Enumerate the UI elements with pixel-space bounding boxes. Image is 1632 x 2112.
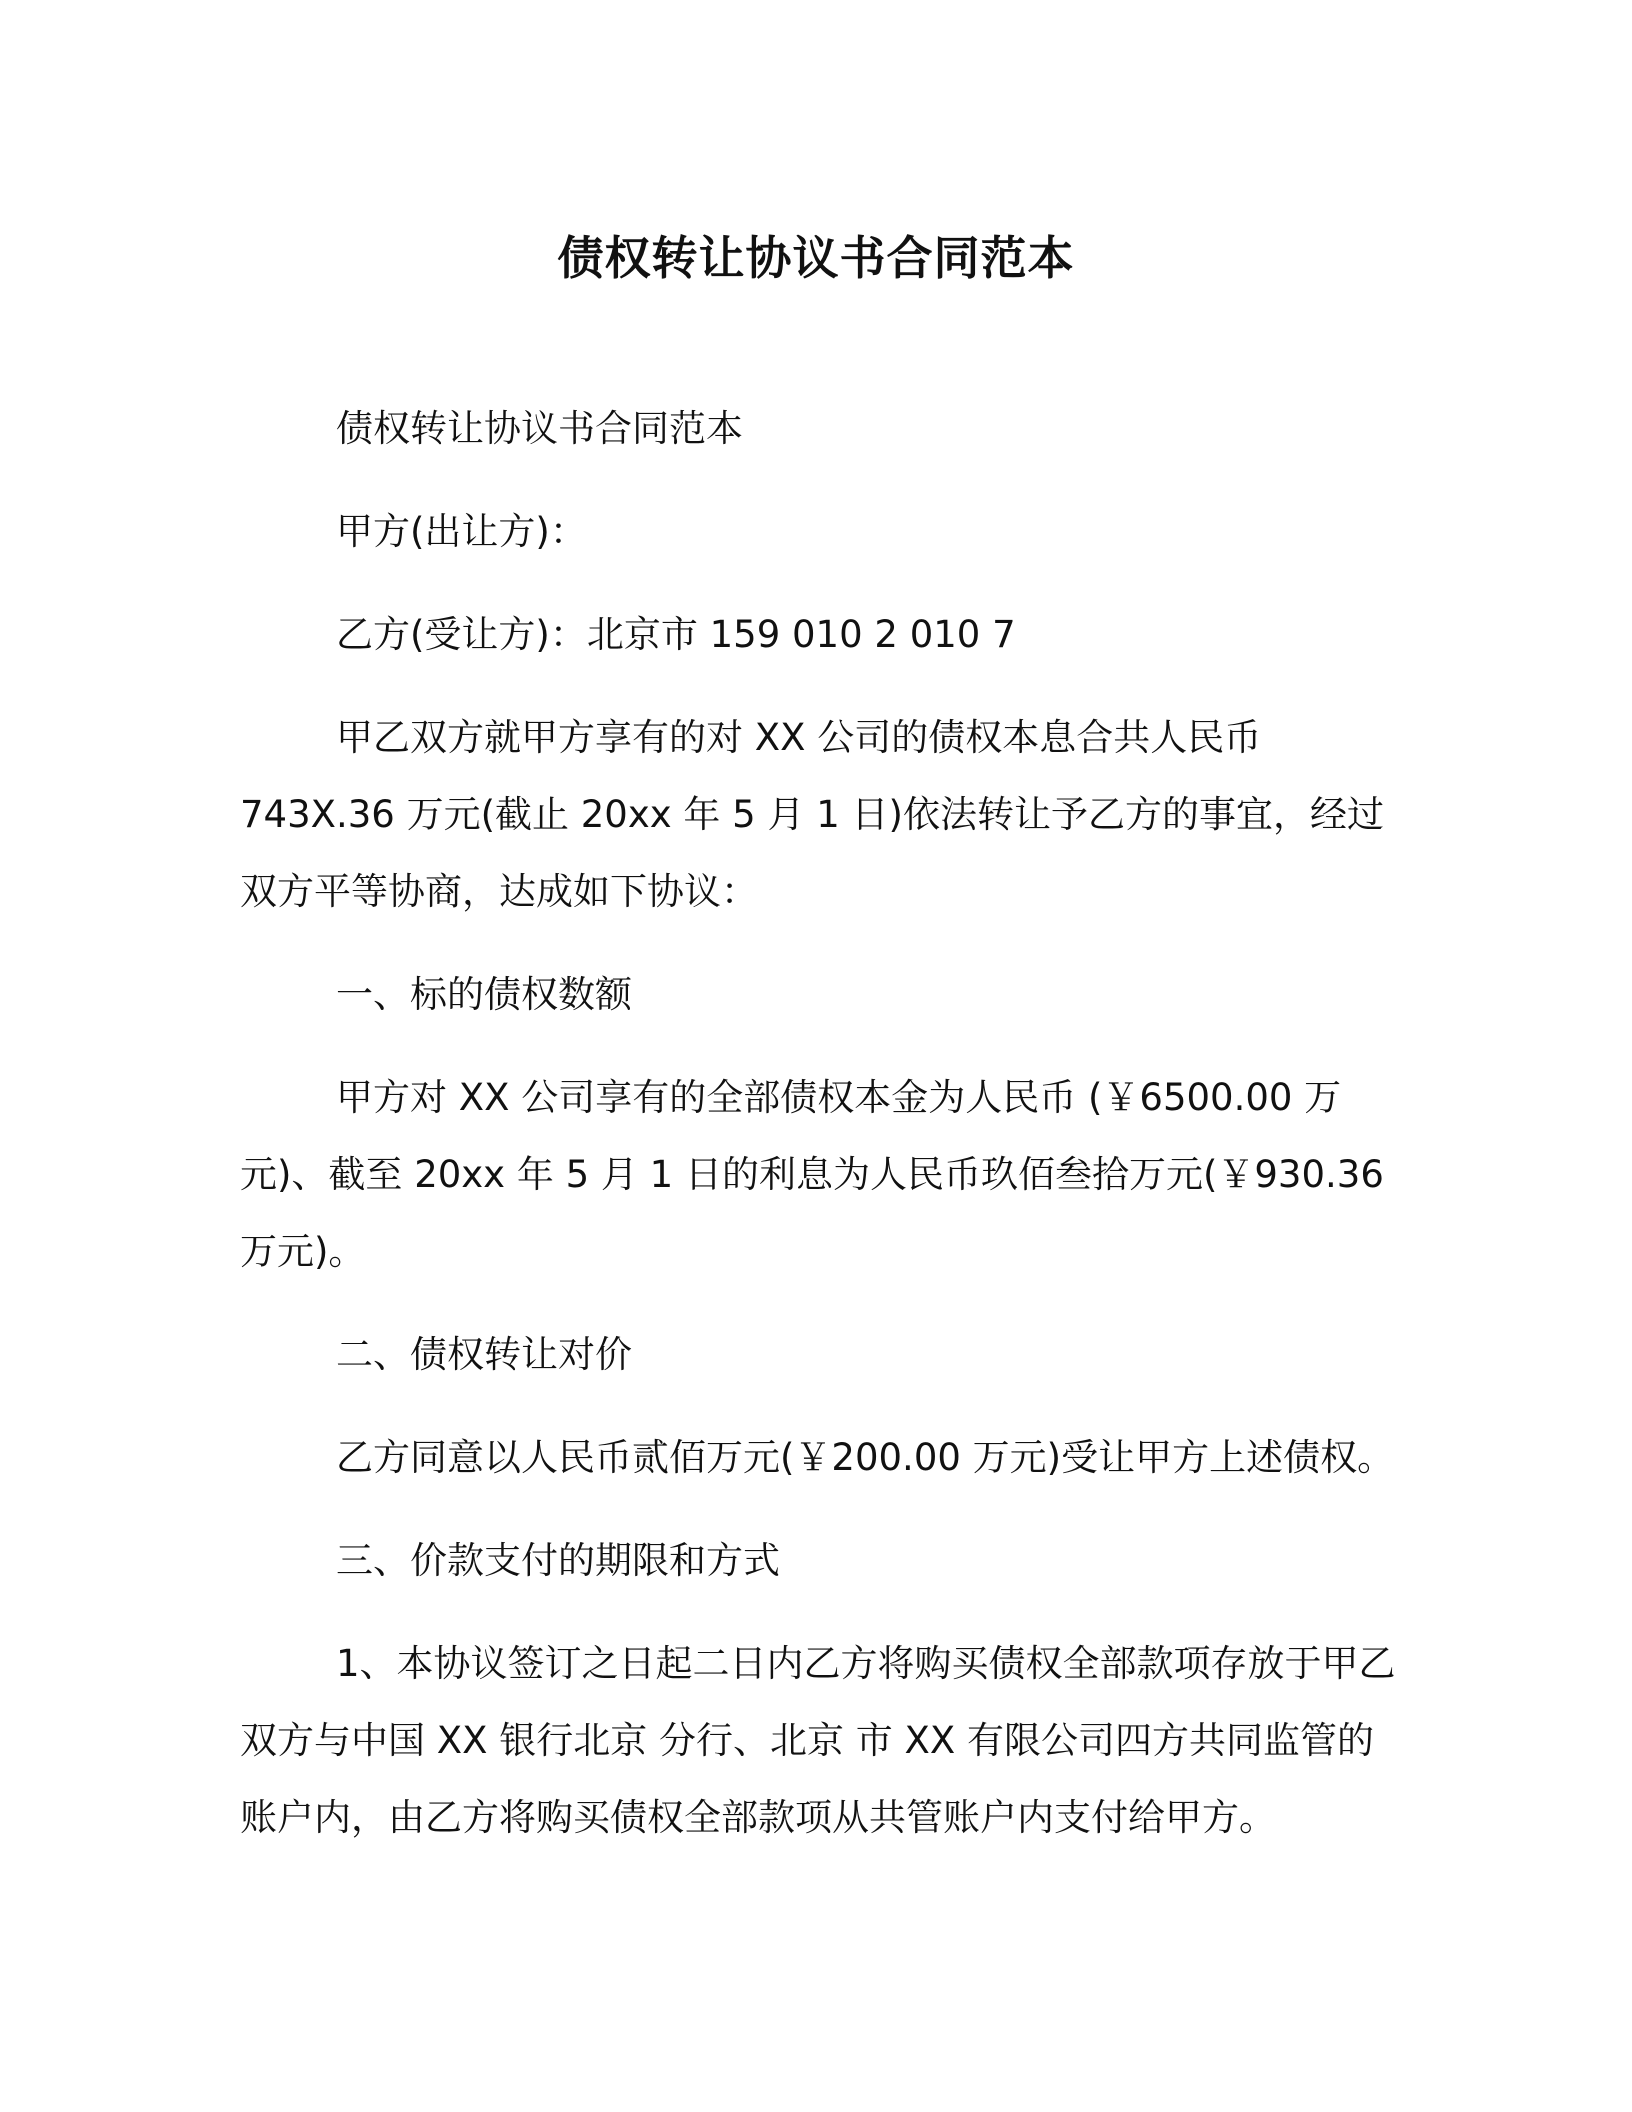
section-1-heading: 一、标的债权数额 (336, 973, 632, 1016)
party-b-line: 乙方(受让方)：北京市 159 010 2 010 7 (336, 613, 1016, 656)
party-a-line: 甲方(出让方)： (336, 510, 587, 553)
preamble-paragraph: 甲乙双方就甲方享有的对 XX 公司的债权本息合共人民币 743X.36 万元(截止 20xx 年 5 月 1 日)依法转让予乙方的事宜，经过双方平等协商，达成如下协议： (240, 716, 1384, 913)
section-1-paragraph: 甲方对 XX 公司享有的全部债权本金为人民币 (￥6500.00 万元)、截至 20xx 年 5 月 1 日的利息为人民币玖佰叁拾万元(￥930.36 万元)。 (240, 1076, 1396, 1273)
section-3-heading: 三、价款支付的期限和方式 (336, 1539, 780, 1582)
document-body (240, 390, 1400, 1882)
document-title: 债权转让协议书合同范本 (557, 231, 1075, 285)
section-2-paragraph: 乙方同意以人民币贰佰万元(￥200.00 万元)受让甲方上述债权。 (336, 1436, 1395, 1479)
section-3-item-1: 1、本协议签订之日起二日内乙方将购买债权全部款项存放于甲乙双方与中国 XX 银行北京 分行、北京 市 XX 有限公司四方共同监管的账户内，由乙方将购买债权全部款项从共管账户内支付给甲方。 (240, 1642, 1396, 1839)
section-2-heading: 二、债权转让对价 (336, 1333, 632, 1376)
subtitle-paragraph: 债权转让协议书合同范本 (336, 407, 743, 450)
